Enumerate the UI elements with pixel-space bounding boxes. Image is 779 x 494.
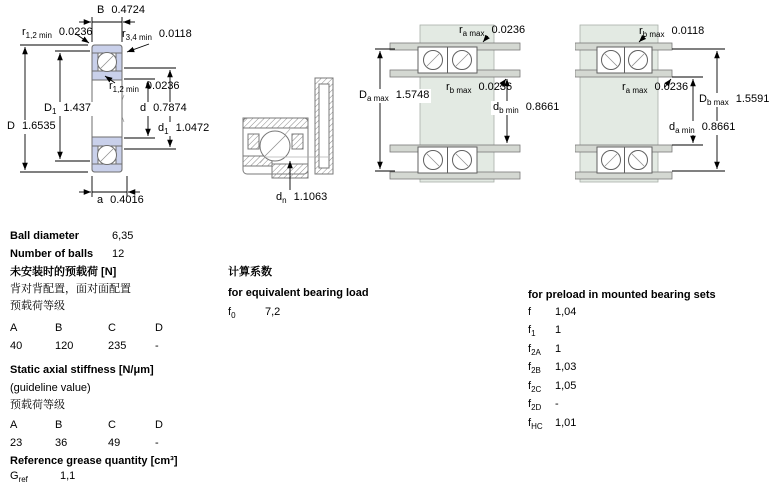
preload-factors-title: for preload in mounted bearing sets <box>528 289 716 301</box>
preload-values-row: 40 120 235 - <box>10 340 159 352</box>
dim-label-B: B 0.4724 <box>97 4 145 16</box>
gref-value: 1,1 <box>60 470 76 482</box>
factor-row: $f_{HC}$ 1,01 <box>528 417 577 431</box>
dim-label-Da-max: $D_{a max}$ 1.5748 <box>359 89 430 103</box>
preload-subtitle: 背对背配置，面对面配置 <box>10 283 131 295</box>
dim-label-ra-max-a: $r_{a max}$ 0.0236 <box>459 24 526 38</box>
dim-label-Db-max: $D_{b max}$ 1.5591 <box>699 93 770 107</box>
factor-row: $f_{2D}$ - <box>528 398 559 412</box>
dim-label-dn: $d_n$ 1.1063 <box>276 191 328 205</box>
bearing-section <box>243 118 308 178</box>
factor-row: $f_{2C}$ 1,05 <box>528 380 577 394</box>
dim-label-a: a 0.4016 <box>97 194 144 206</box>
number-of-balls-label: Number of balls <box>10 248 94 260</box>
bearing-body <box>92 45 122 172</box>
dim-label-da-min: $d_{a min}$ 0.8661 <box>669 121 736 135</box>
preload-class-label: 预载荷等级 <box>10 300 65 312</box>
equiv-load-title: for equivalent bearing load <box>228 287 369 299</box>
f0-row <box>228 306 280 320</box>
f0-value: 7,2 <box>265 306 281 318</box>
dim-label-D: D 1.6535 <box>7 120 56 132</box>
factor-row: $f_1$ 1 <box>528 324 562 338</box>
dim-label-rb-max-b: $r_{b max}$ 0.0118 <box>639 25 705 39</box>
dim-label-r12-top: $r_{1,2 min}$ 0.0236 <box>22 26 93 40</box>
factor-row: $f_{2A}$ 1 <box>528 343 562 357</box>
dim-label-db-min: $d_{b min}$ 0.8661 <box>493 101 560 115</box>
dim-label-ra-max-b: $r_{a max}$ 0.0236 <box>622 81 689 95</box>
dim-label-D1: $D_1$ 1.437 <box>44 102 91 116</box>
ball-diameter-label: Ball diameter <box>10 230 80 242</box>
stiffness-subtitle: (guideline value) <box>10 382 91 394</box>
number-of-balls-value: 12 <box>112 248 125 260</box>
dim-label-r12-right: $r_{1,2 min}$ 0.0236 <box>109 80 180 94</box>
gref-label: $G_{ref}$ <box>10 470 28 484</box>
grease-row <box>10 470 75 484</box>
sleeve-section <box>315 78 333 174</box>
factor-row: f 1,04 <box>528 306 577 318</box>
factor-row: $f_{2B}$ 1,03 <box>528 361 577 375</box>
abutment-drawing <box>235 68 350 208</box>
dim-label-rb-max-a: $r_{b max}$ 0.0236 <box>446 81 513 95</box>
stiffness-values-row: 23 36 49 - <box>10 437 159 449</box>
preload-title: 未安装时的预载荷 [N] <box>10 266 117 278</box>
stiffness-title: Static axial stiffness [N/μm] <box>10 364 154 376</box>
grease-title: Reference grease quantity [cm³] <box>10 455 178 467</box>
preload-class-header-row: A B C D <box>10 322 163 334</box>
stiffness-class-label: 预载荷等级 <box>10 399 65 411</box>
ball-diameter-row <box>10 230 133 243</box>
f0-label: $f_0$ <box>228 306 236 320</box>
stiffness-class-header-row: A B C D <box>10 419 163 431</box>
ball-diameter-value: 6,35 <box>112 230 134 242</box>
dim-label-r34: $r_{3,4 min}$ 0.0118 <box>122 28 192 42</box>
dim-label-d: d 0.7874 <box>140 102 187 114</box>
dim-label-d1: $d_1$ 1.0472 <box>158 122 210 136</box>
calc-title: 计算系数 <box>228 266 272 278</box>
number-of-balls-row <box>10 248 124 261</box>
